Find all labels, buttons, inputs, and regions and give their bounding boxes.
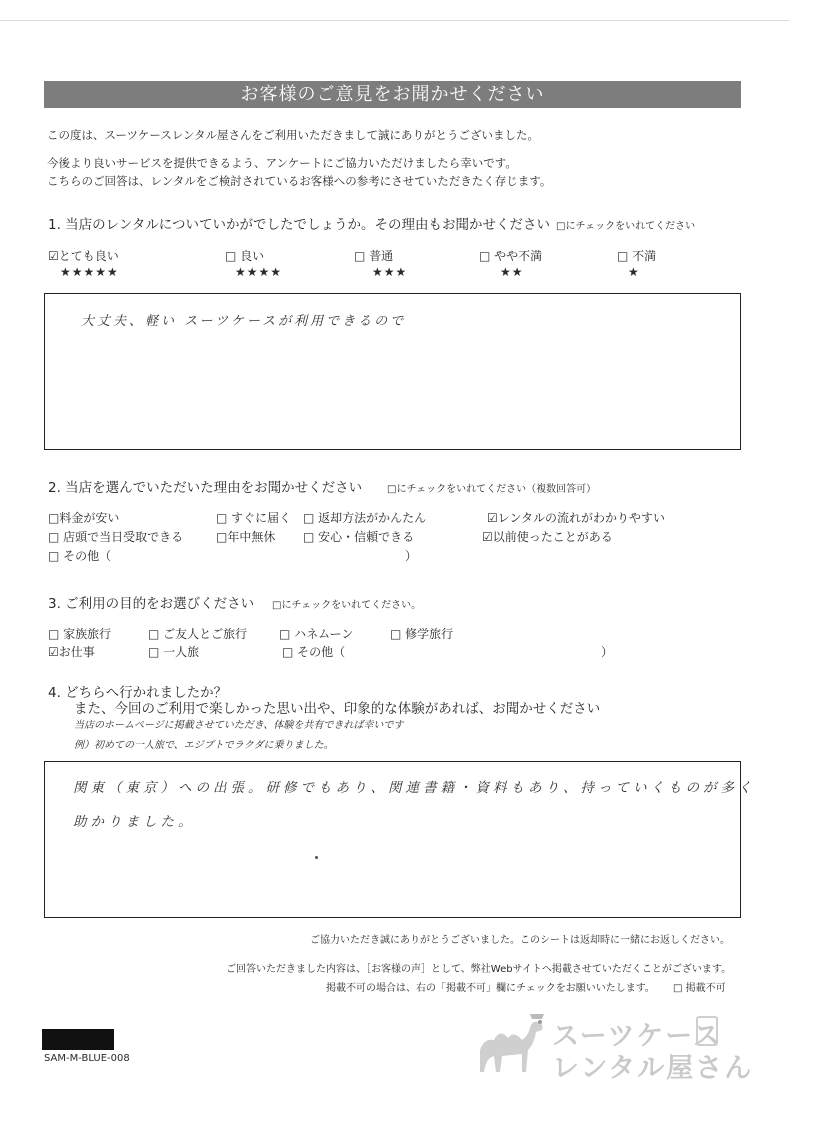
- checkbox-icon: □: [48, 530, 64, 544]
- q2-option-clear-flow[interactable]: ☑レンタルの流れがわかりやすい: [487, 511, 665, 525]
- stars-3: ★★★: [372, 265, 408, 279]
- q3-option-solo-trip[interactable]: □ 一人旅: [148, 645, 200, 659]
- q1-handwritten-answer: 大丈夫、軽い スーツケースが利用できるので: [81, 314, 407, 329]
- checked-box-icon: ☑: [487, 511, 498, 525]
- q1-option-somewhat-dissatisfied[interactable]: □ やや不満: [479, 249, 543, 263]
- checkbox-icon: □: [216, 530, 228, 544]
- checkbox-icon: □: [48, 511, 60, 525]
- q4-question-2: また、今回のご利用で楽しかった思い出や、印象的な体験があれば、お聞かせください: [74, 701, 601, 717]
- q1-option-dissatisfied[interactable]: □ 不満: [617, 249, 657, 263]
- q2-option-other[interactable]: □ その他（: [48, 549, 112, 563]
- q2-option-trust[interactable]: □ 安心・信頼できる: [303, 530, 415, 544]
- page-title: お客様のご意見をお聞かせください: [44, 81, 741, 108]
- q3-note: □にチェックをいれてください。: [272, 600, 422, 611]
- q1-question: 1. 当店のレンタルについていかがでしたでしょうか。その理由もお聞かせください: [48, 217, 551, 233]
- stars-5: ★★★★★: [60, 265, 119, 279]
- checkbox-icon: □: [390, 627, 406, 641]
- logo-text-line-2: レンタル屋さん: [552, 1053, 754, 1084]
- checkbox-icon: □: [479, 249, 495, 263]
- q2-option-same-day-pickup[interactable]: □ 店頭で当日受取できる: [48, 530, 184, 544]
- footer-no-publish-instruction: 掲載不可の場合は、右の「掲載不可」欄にチェックをお願いいたします。: [326, 983, 655, 994]
- checkbox-icon: □: [303, 511, 319, 525]
- q2-option-easy-return[interactable]: □ 返却方法がかんたん: [303, 511, 427, 525]
- q3-option-school-trip[interactable]: □ 修学旅行: [390, 627, 454, 641]
- q1-option-good[interactable]: □ 良い: [225, 249, 265, 263]
- q4-example: 例）初めての一人旅で、エジプトでラクダに乗りました。: [74, 740, 334, 751]
- checkbox-icon: □: [48, 627, 64, 641]
- ink-dot: [315, 856, 318, 859]
- q3-other-close: ）: [601, 645, 614, 659]
- checkbox-icon: □: [617, 249, 633, 263]
- scan-edge: [0, 20, 790, 21]
- stars-2: ★★: [500, 265, 524, 279]
- q4-note-1: 当店のホームページに掲載させていただき、体験を共有できれば幸いです: [74, 720, 404, 731]
- q2-option-used-before[interactable]: ☑以前使ったことがある: [482, 530, 613, 544]
- camel-icon: [470, 1010, 550, 1082]
- intro-line-1: この度は、スーツケースレンタル屋さんをご利用いただきまして誠にありがとうございました。: [47, 128, 540, 142]
- checked-box-icon: ☑: [48, 645, 59, 659]
- q4-answer-box[interactable]: [44, 761, 756, 918]
- q3-option-other[interactable]: □ その他（: [282, 645, 346, 659]
- q3-option-honeymoon[interactable]: □ ハネムーン: [279, 627, 354, 641]
- q4-question: 4. どちらへ行かれましたか？: [48, 685, 228, 701]
- checked-box-icon: ☑: [48, 249, 59, 263]
- q3-option-friends-trip[interactable]: □ ご友人とご旅行: [148, 627, 248, 641]
- footer-publish-notice: ご回答いただきました内容は、［お客様の声］として、弊社Webサイトへ掲載させていただくことがございます。: [226, 964, 732, 975]
- q2-option-open-all-year[interactable]: □年中無休: [216, 530, 276, 544]
- q2-option-fast-delivery[interactable]: □ すぐに届く: [216, 511, 292, 525]
- q2-option-cheap[interactable]: □料金が安い: [48, 511, 120, 525]
- checkbox-icon: □: [673, 983, 686, 994]
- checked-box-icon: ☑: [482, 530, 493, 544]
- suitcase-icon: [696, 1016, 718, 1046]
- q2-other-close: ）: [405, 549, 418, 563]
- footer-thanks: ご協力いただき誠にありがとうございました。このシートは返却時に一緒にお返しください。: [310, 935, 730, 946]
- checkbox-icon: □: [148, 627, 164, 641]
- q3-option-work[interactable]: ☑お仕事: [48, 645, 95, 659]
- form-code: SAM-M-BLUE-008: [44, 1053, 130, 1064]
- q1-option-normal[interactable]: □ 普通: [354, 249, 394, 263]
- q2-note: □にチェックをいれてください（複数回答可）: [387, 484, 597, 495]
- checkbox-icon: □: [216, 511, 232, 525]
- redacted-block: [42, 1029, 114, 1050]
- stars-4: ★★★★: [235, 265, 283, 279]
- q2-question: 2. 当店を選んでいただいた理由をお聞かせください: [48, 480, 363, 496]
- checkbox-icon: □: [48, 549, 64, 563]
- checkbox-icon: □: [279, 627, 295, 641]
- q4-handwritten-line-2: 助かりました。: [73, 814, 196, 830]
- q4-handwritten-line-1: 関東（東京）への出張。研修でもあり、関連書籍・資料もあり、持っていくものが多く: [73, 780, 756, 796]
- checkbox-icon: □: [354, 249, 370, 263]
- checkbox-icon: □: [225, 249, 241, 263]
- checkbox-icon: □: [148, 645, 164, 659]
- checkbox-icon: □: [282, 645, 298, 659]
- company-logo: [470, 1010, 754, 1084]
- intro-line-3: こちらのご回答は、レンタルをご検討されているお客様への参考にさせていただきたく存じます。: [47, 174, 552, 188]
- q3-question: 3. ご利用の目的をお選びください: [48, 596, 255, 612]
- q1-option-very-good[interactable]: ☑とても良い: [48, 249, 119, 263]
- q3-option-family-trip[interactable]: □ 家族旅行: [48, 627, 112, 641]
- intro-line-2: 今後より良いサービスを提供できるよう、アンケートにご協力いただけましたら幸いです。: [47, 156, 517, 170]
- no-publish-checkbox[interactable]: □ 掲載不可: [673, 983, 726, 994]
- logo-text-line-1: スーツケース: [552, 1021, 722, 1052]
- q1-answer-box[interactable]: [44, 293, 741, 450]
- q1-note: □にチェックをいれてください: [556, 221, 696, 232]
- checkbox-icon: □: [303, 530, 319, 544]
- stars-1: ★: [628, 265, 640, 279]
